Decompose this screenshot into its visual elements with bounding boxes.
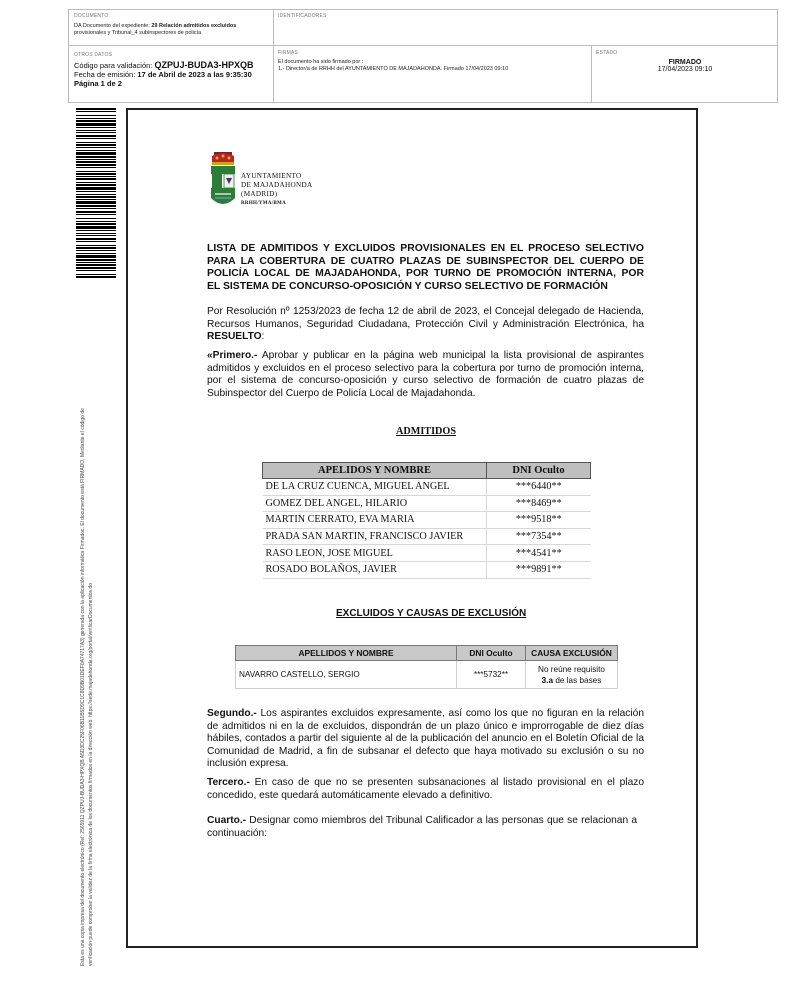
- logo-line1: AYUNTAMIENTO: [241, 172, 302, 180]
- excluidos-heading: EXCLUIDOS Y CAUSAS DE EXCLUSIÓN: [336, 608, 527, 619]
- logo-line3: (MADRID): [241, 190, 278, 199]
- col-apellidos-nombre: APELIDOS Y NOMBRE: [263, 463, 487, 479]
- otros-datos-label: OTROS DATOS: [74, 52, 113, 58]
- admitido-dni: ***4541**: [487, 545, 591, 562]
- admitido-dni: ***6440**: [487, 479, 591, 496]
- codigo-value[interactable]: QZPUJ-BUDA3-HPXQB: [154, 60, 254, 70]
- logo-line2: DE MAJADAHONDA: [241, 181, 313, 190]
- documento-description: DA Documento del expediente: 29 Relación admitidos excluidos provisionales y Tribunal_4 subinspectores de policía: [74, 23, 237, 36]
- admitido-dni: ***9891**: [487, 561, 591, 578]
- identificadores-label: IDENTIFICADORES: [278, 13, 327, 19]
- header-divider-v1: [273, 9, 274, 102]
- excluidos-table: [235, 645, 618, 689]
- side-verification-text-1: Esta es una copia impresa del documento electrónico (Ref: 2565911 QZPUJ-BUDA3-HPXQB A5D3DC25F06B11B5D9C1C8D9B01DEF0A74717A3) generada con la aplicación informática Firmadoc. El documento está FIRMADO. Mediante el código de: [80, 408, 86, 966]
- admitido-name: PRADA SAN MARTIN, FRANCISCO JAVIER: [263, 528, 487, 545]
- admitidos-table-header: [263, 463, 591, 479]
- admitido-name: DE LA CRUZ CUENCA, MIGUEL ANGEL: [263, 479, 487, 496]
- header-divider-h: [68, 45, 778, 46]
- cuarto-paragraph: Cuarto.- Designar como miembros del Tribunal Calificador a las personas que se relacionan a continuación:: [207, 815, 637, 839]
- firmas-line1: El documento ha sido firmado por :: [278, 59, 364, 65]
- barcode: [76, 108, 116, 278]
- estado-section: [596, 50, 774, 73]
- estado-label: ESTADO: [596, 50, 618, 56]
- table-row: [263, 528, 591, 545]
- otros-datos-section: [74, 52, 269, 88]
- table-row: [263, 479, 591, 496]
- coat-of-arms-icon: [207, 150, 239, 214]
- admitido-name: GOMEZ DEL ANGEL, HILARIO: [263, 495, 487, 512]
- table-row: [263, 495, 591, 512]
- fecha-emision: Fecha de emisión: 17 de Abril de 2023 a las 9:35:30: [74, 70, 252, 79]
- header-divider-v2: [591, 46, 592, 102]
- excluidos-table-header: [236, 646, 618, 661]
- excluido-causa: No reúne requisito 3.a de las bases: [526, 661, 618, 689]
- firmas-label: FIRMAS: [278, 50, 299, 56]
- intro-paragraph: Por Resolución nº 1253/2023 de fecha 12 de abril de 2023, el Concejal delegado de Hacienda, Recursos Humanos, Seguridad Ciudadana, Protección Civil y Administración Electrónica, ha RESUELTO:: [207, 306, 644, 343]
- barcode-bar: [76, 276, 116, 278]
- table-row: [236, 661, 618, 689]
- municipality-name: [241, 172, 312, 207]
- estado-fecha: 17/04/2023 09:10: [657, 66, 713, 73]
- firmas-section: [278, 50, 588, 73]
- admitido-name: MARTIN CERRATO, EVA MARIA: [263, 512, 487, 529]
- codigo-validacion: Código para validación: QZPUJ-BUDA3-HPXQB: [74, 60, 254, 70]
- documento-label: DOCUMENTO: [74, 13, 109, 19]
- table-row: [263, 545, 591, 562]
- document-title: LISTA DE ADMITIDOS Y EXCLUIDOS PROVISIONALES EN EL PROCESO SELECTIVO PARA LA COBERTURA DE CUATRO PLAZAS DE SUBINSPECTOR DEL CUERPO DE POLICÍA LOCAL DE MAJADAHONDA, POR TURNO DE PROMOCIÓN INTERNA, POR EL SISTEMA DE CONCURSO-OPOSICIÓN Y CURSO SELECTIVO DE FORMACIÓN: [207, 243, 644, 292]
- table-row: [263, 512, 591, 529]
- primero-paragraph: «Primero.- Aprobar y publicar en la página web municipal la lista provisional de aspirantes admitidos y excluidos en el proceso selectivo para la cobertura por turno de promoción interna, por el sistema de concurso-oposición y curso selectivo de formación de cuatro plazas de Subinspector del Cuerpo de Policía Local de Majadahonda.: [207, 350, 644, 399]
- admitido-dni: ***7354**: [487, 528, 591, 545]
- excluido-name: NAVARRO CASTELLO, SERGIO: [236, 661, 457, 689]
- col-dni-oculto: DNI Oculto: [457, 646, 526, 661]
- col-causa-exclusion: CAUSA EXCLUSIÓN: [526, 646, 618, 661]
- col-apellidos-nombre: APELLIDOS Y NOMBRE: [236, 646, 457, 661]
- segundo-paragraph: Segundo.- Los aspirantes excluidos expresamente, así como los que no figuran en la relación de admitidos ni en la de excluidos, dispondrán de un plazo único e improrrogable de diez días hábiles, contados a partir del siguiente al de la publicación del anuncio en el Boletín Oficial de la Comunidad de Madrid, a fin de subsanar el defecto que haya motivado su exclusión o su no inclusión expresa.: [207, 708, 644, 770]
- admitido-dni: ***8469**: [487, 495, 591, 512]
- admitido-name: ROSADO BOLAÑOS, JAVIER: [263, 561, 487, 578]
- firmas-line2: 1.- Director/a de RRHH del AYUNTAMIENTO DE MAJADAHONDA. Firmado 17/04/2023 09:10: [278, 66, 509, 72]
- admitido-name: RASO LEON, JOSE MIGUEL: [263, 545, 487, 562]
- admitido-dni: ***9518**: [487, 512, 591, 529]
- col-dni-oculto: DNI Oculto: [487, 463, 591, 479]
- admitidos-table: [262, 462, 591, 579]
- admitidos-heading: ADMITIDOS: [396, 426, 457, 437]
- documento-section: [74, 13, 269, 37]
- excluido-dni: ***5732**: [457, 661, 526, 689]
- logo-reference: RRHH/YMA/BMA: [241, 200, 286, 206]
- side-verification-text-2: verificación puede comprobar la validez de la firma electrónica de los documentos firmados en la dirección web: https://sede.majadahonda.org/portal/verificarDocumentos.do: [88, 583, 94, 966]
- estado-value: FIRMADO: [668, 59, 702, 66]
- tercero-paragraph: Tercero.- En caso de que no se presenten subsanaciones al listado provisional en el plazo concedido, este quedará automáticamente elevado a definitivo.: [207, 777, 644, 801]
- table-row: [263, 561, 591, 578]
- pagina-indicator: Página 1 de 2: [74, 79, 122, 88]
